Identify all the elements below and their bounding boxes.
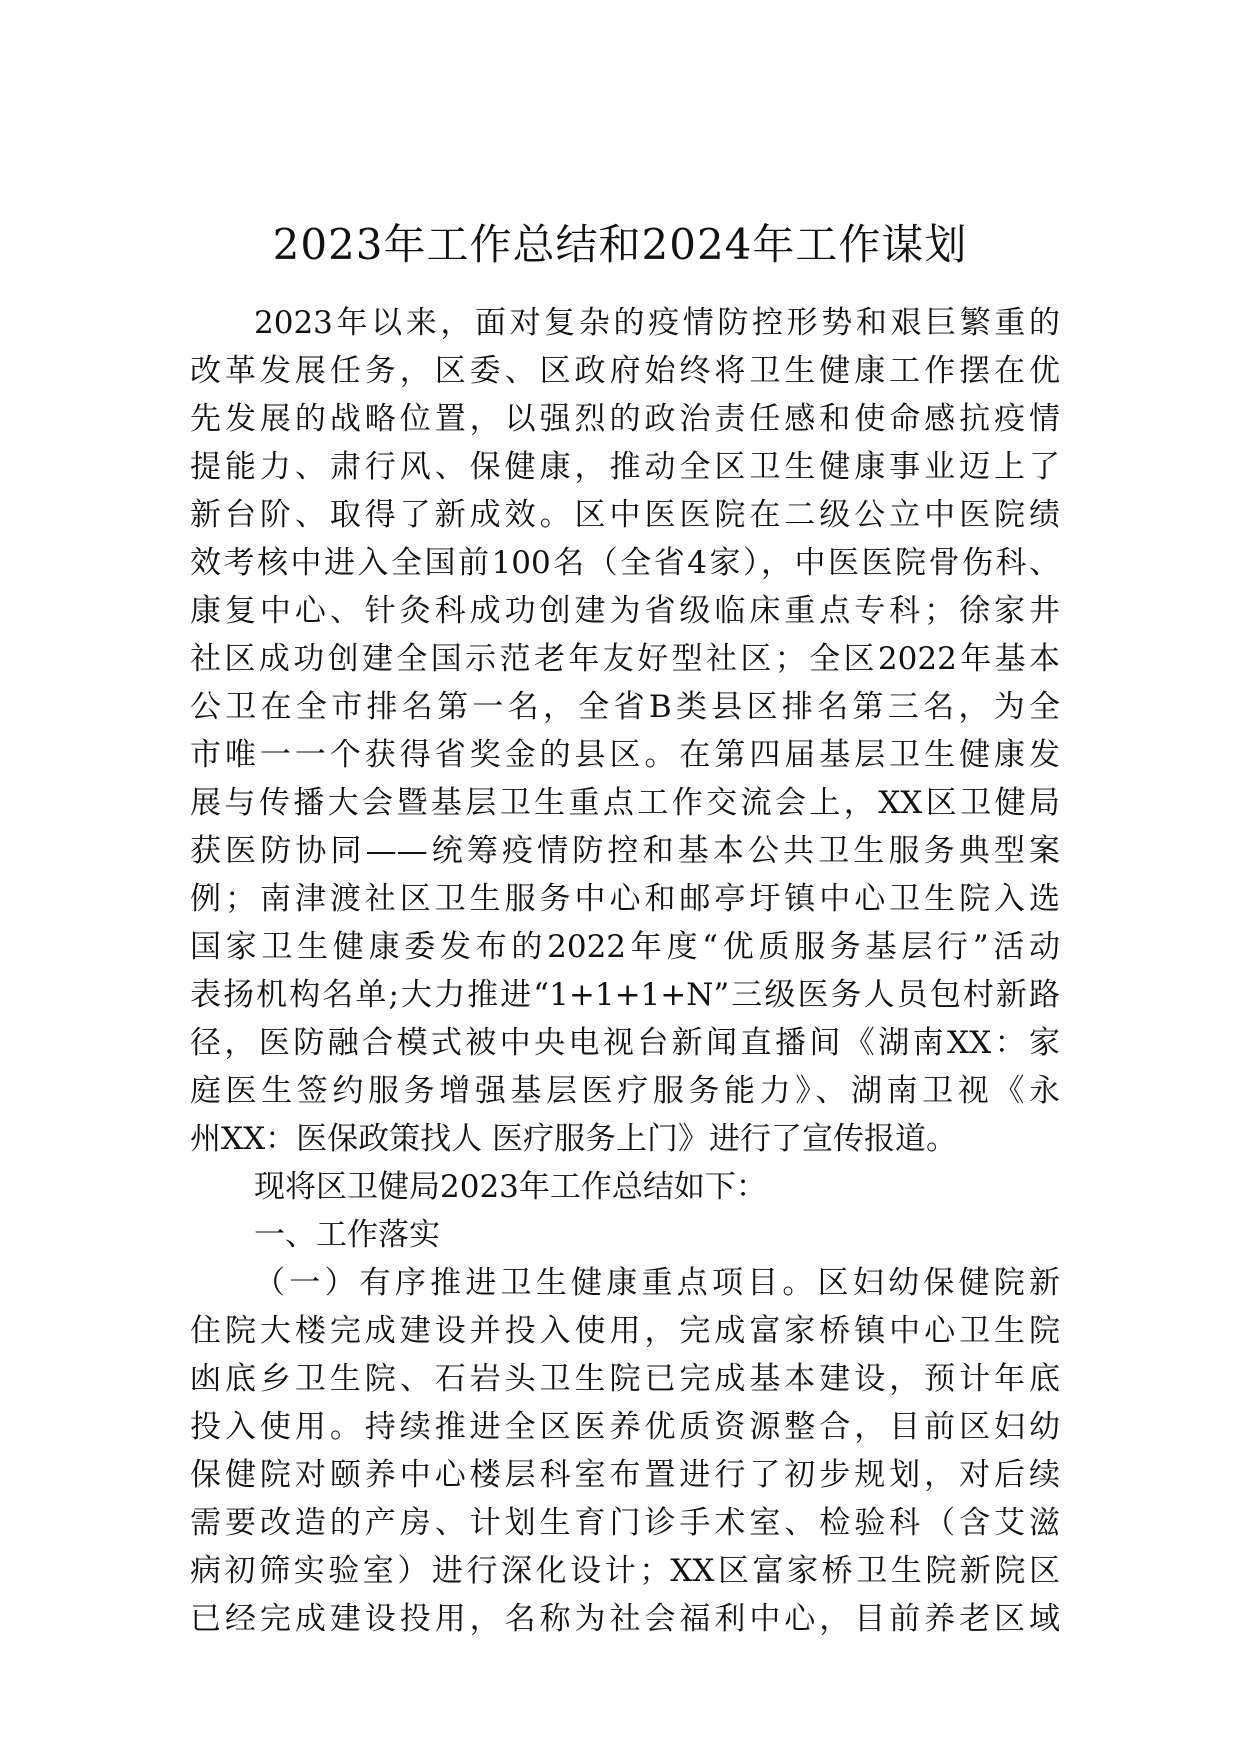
paragraph-line: 投入使用。持续推进全区医养优质资源整合，目前区妇幼	[190, 1409, 1060, 1445]
paragraph-line: 先发展的战略位置，以强烈的政治责任感和使命感抗疫情	[190, 401, 1060, 437]
paragraph-line: 2023年以来，面对复杂的疫情防控形势和艰巨繁重的	[254, 305, 1060, 341]
paragraph-line: 康复中心、针灸科成功创建为省级临床重点专科；徐家井	[190, 593, 1060, 629]
paragraph-line: 市唯一一个获得省奖金的县区。在第四届基层卫生健康发	[190, 737, 1060, 773]
paragraph-line: 需要改造的产房、计划生育门诊手术室、检验科（含艾滋	[190, 1505, 1060, 1541]
section-heading: 一、工作落实	[254, 1217, 440, 1253]
paragraph-line: 提能力、肃行风、保健康，推动全区卫生健康事业迈上了	[190, 449, 1060, 485]
document-title: 2023年工作总结和2024年工作谋划	[272, 220, 968, 269]
paragraph-line: 例；南津渡社区卫生服务中心和邮亭圩镇中心卫生院入选	[190, 881, 1060, 917]
paragraph-line: 展与传播大会暨基层卫生重点工作交流会上，XX区卫健局	[190, 785, 1060, 821]
paragraph-line: 表扬机构名单;大力推进“1+1+1+N”三级医务人员包村新路	[190, 977, 1060, 1013]
paragraph-line: 效考核中进入全国前100名（全省4家），中医医院骨伤科、	[190, 545, 1060, 581]
paragraph-line: 径，医防融合模式被中央电视台新闻直播间《湖南XX：家	[190, 1025, 1060, 1061]
paragraph-line: 已经完成建设投用，名称为社会福利中心，目前养老区域	[190, 1601, 1060, 1637]
paragraph-line: 庭医生签约服务增强基层医疗服务能力》、湖南卫视《永	[190, 1073, 1060, 1109]
paragraph-line: 公卫在全市排名第一名，全省B类县区排名第三名，为全	[190, 689, 1060, 725]
paragraph-line: 州XX：医保政策找人 医疗服务上门》进行了宣传报道。	[190, 1121, 957, 1157]
paragraph-line: 保健院对颐养中心楼层科室布置进行了初步规划，对后续	[190, 1457, 1060, 1493]
paragraph-line: 国家卫生健康委发布的2022年度“优质服务基层行”活动	[190, 929, 1060, 965]
summary-intro: 现将区卫健局2023年工作总结如下：	[254, 1169, 767, 1205]
paragraph-line: 凼底乡卫生院、石岩头卫生院已完成基本建设，预计年底	[190, 1361, 1060, 1397]
paragraph-line: 社区成功创建全国示范老年友好型社区；全区2022年基本	[190, 641, 1060, 677]
paragraph-line: 住院大楼完成建设并投入使用，完成富家桥镇中心卫生院	[190, 1313, 1060, 1349]
paragraph-line: 获医防协同——统筹疫情防控和基本公共卫生服务典型案	[190, 833, 1060, 869]
paragraph-line: 病初筛实验室）进行深化设计；XX区富家桥卫生院新院区	[190, 1553, 1060, 1589]
paragraph-line: 新台阶、取得了新成效。区中医医院在二级公立中医院绩	[190, 497, 1060, 533]
paragraph-line: 改革发展任务，区委、区政府始终将卫生健康工作摆在优	[190, 353, 1060, 389]
paragraph-line: （一）有序推进卫生健康重点项目。区妇幼保健院新	[254, 1265, 1060, 1301]
